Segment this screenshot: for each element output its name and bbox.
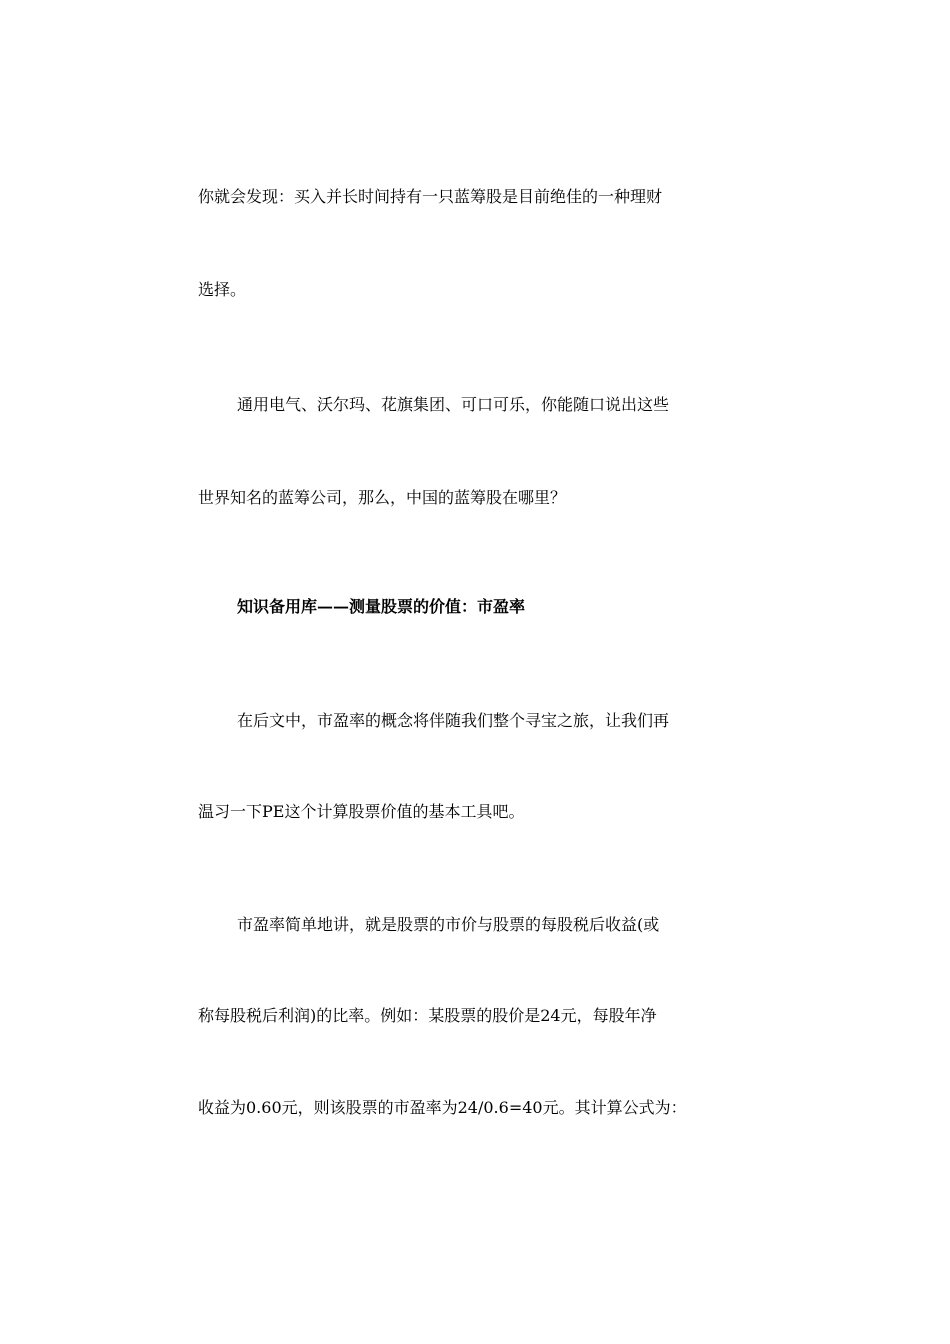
paragraph-line: 在后文中，市盈率的概念将伴随我们整个寻宝之旅，让我们再 (237, 711, 670, 730)
paragraph-line: 市盈率简单地讲，就是股票的市价与股票的每股税后收益(或 (237, 915, 660, 934)
paragraph-line: 温习一下PE这个计算股票价值的基本工具吧。 (198, 802, 525, 821)
section-heading: 知识备用库——测量股票的价值：市盈率 (237, 597, 526, 616)
paragraph-line: 你就会发现：买入并长时间持有一只蓝筹股是目前绝佳的一种理财 (198, 187, 663, 206)
paragraph-line: 通用电气、沃尔玛、花旗集团、可口可乐，你能随口说出这些 (237, 395, 670, 414)
paragraph-line: 收益为0.60元，则该股票的市盈率为24/0.6=40元。其计算公式为： (198, 1098, 687, 1117)
paragraph-line: 称每股税后利润)的比率。例如：某股票的股价是24元，每股年净 (198, 1006, 657, 1025)
paragraph-line: 选择。 (198, 280, 247, 299)
paragraph-line: 世界知名的蓝筹公司，那么，中国的蓝筹股在哪里？ (198, 488, 567, 507)
